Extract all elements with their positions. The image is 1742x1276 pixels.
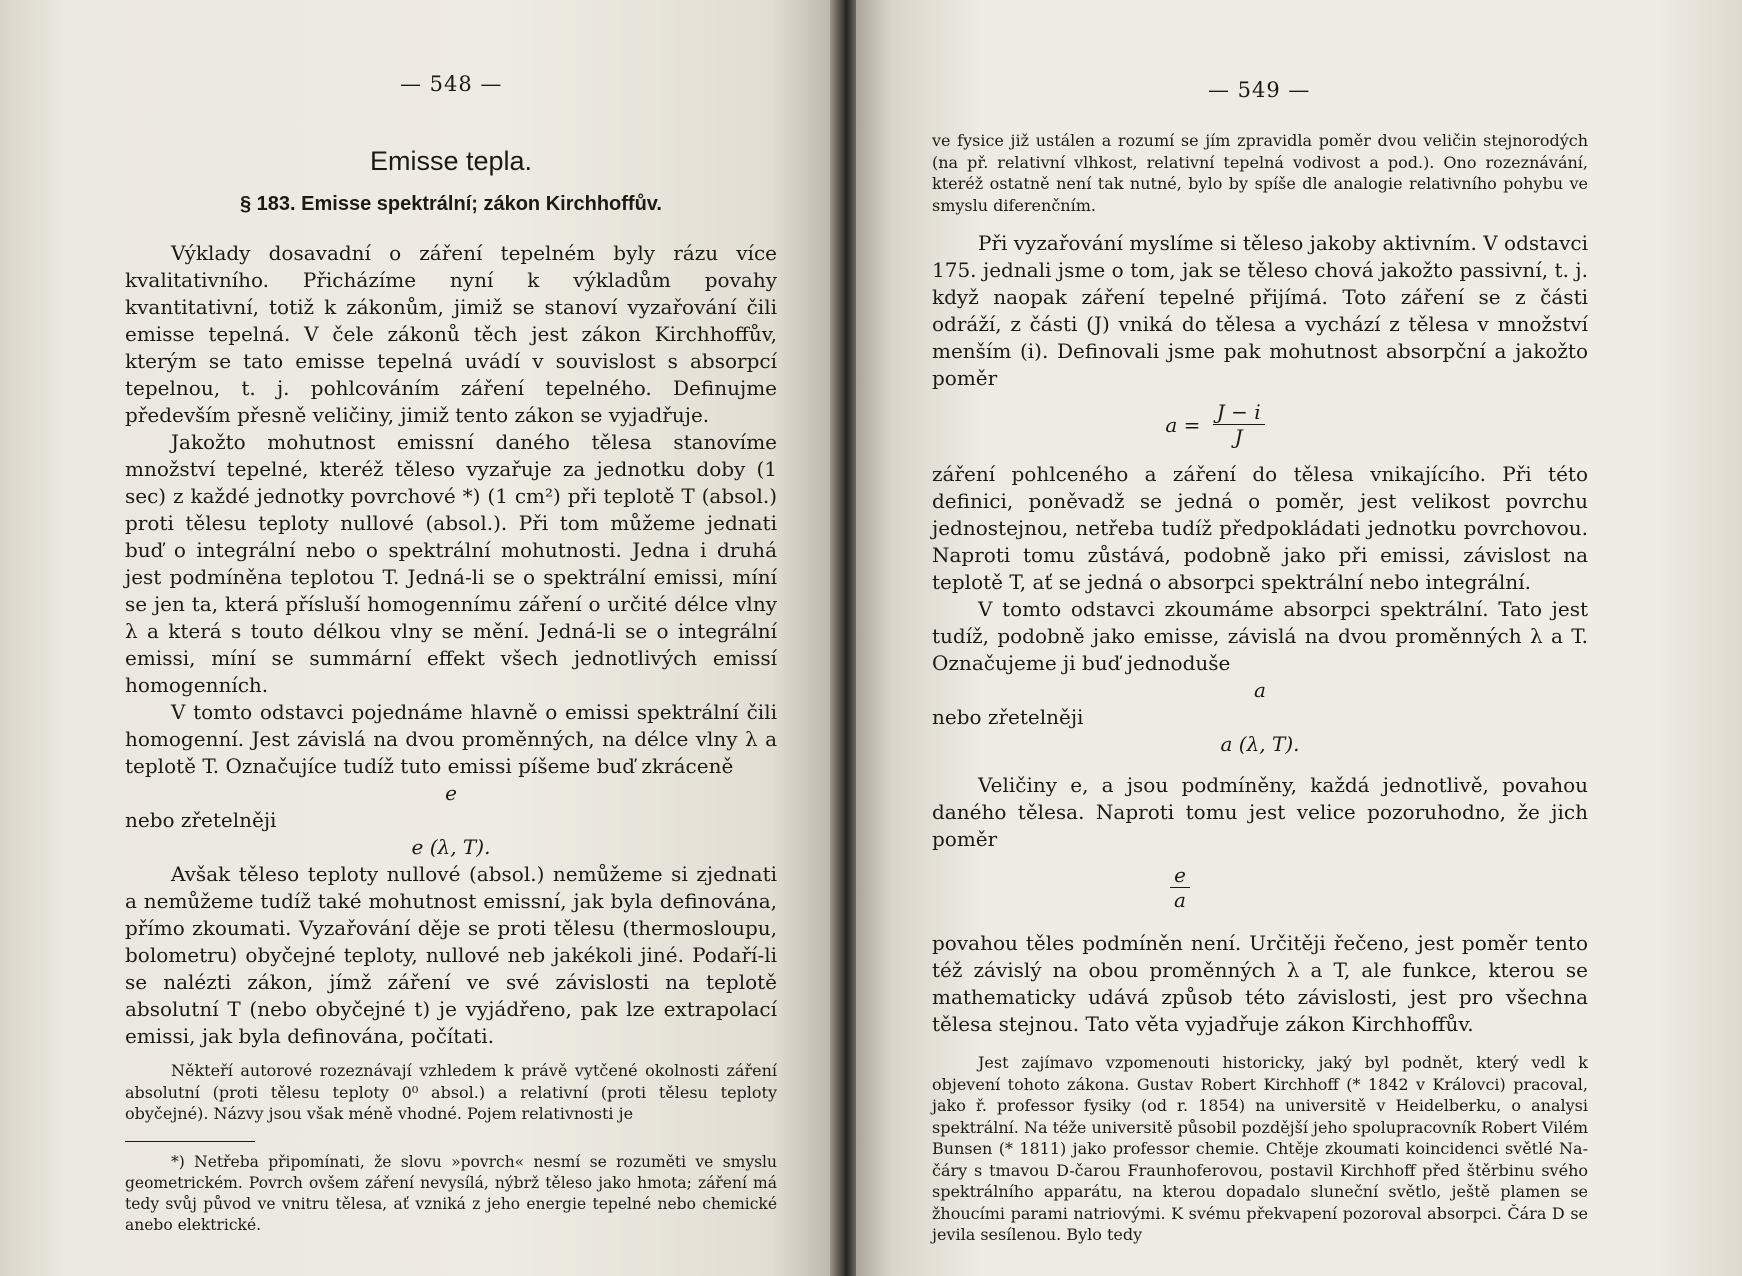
formula-e: e — [445, 781, 457, 805]
section-heading: § 183. Emisse spektrální; zákon Kirchhoffův. — [240, 193, 662, 215]
fraction-denominator: a — [1174, 888, 1186, 912]
right-page — [856, 0, 1742, 1276]
formula-a: a — [1254, 678, 1266, 702]
footnote-rule — [125, 1141, 255, 1142]
footnote: *) Netřeba připomínati, že slovu »povrch« nesmí se rozuměti ve smyslu geometrickém. Povrch ovšem záření nevysílá, nýbrž těleso jako hmota; záření má tedy svůj původ ve vnitru tělesa, ať vzniká z jeho energie tepelné nebo chemické anebo elektrické. — [125, 1152, 777, 1234]
paragraph: V tomto odstavci zkoumáme absorpci spektrální. Tato jest tudíž, podobně jako emisse, závislá na dvou proměnných λ a T. Označujeme ji buď jednoduše — [932, 597, 1588, 675]
page-number: — 548 — — [400, 72, 503, 96]
formula-a-full: a (λ, T). — [1220, 732, 1300, 756]
paragraph: Avšak těleso teploty nullové (absol.) nemůžeme si zjednati a nemůžeme tudíž také mohutnost emissní, jak byla definována, přímo zkoumati. Vyzařování děje se proti tělesu (thermosloupu, bolometru) obyčejné teploty, nullové neb jakékoli jiné. Podaří-li se nalézti zákon, jímž záření ve své závislosti na teplotě absolutní T (nebo obyčejné t) je vyjádřeno, pak lze extrapolací emissi, jak byla definována, počítati. — [125, 862, 777, 1048]
small-note: Jest zajímavo vzpomenouti historicky, jaký byl podnět, který vedl k objevení tohoto zákona. Gustav Robert Kirchhoff (* 1842 v Královci) pracoval, jako ř. professor fysiky (od r. 1854) na universitě v Heidelberku, o analysi spektrální. Na téže universitě působil pozdější jeho spolupracovník Robert Vilém Bunsen (* 1811) jako professor chemie. Chtěje zkoumati koincidenci světlé Na-čáry s tmavou D-čarou Fraunhoferovou, postavil Kirchhoff před štěrbinu svého spektrálního apparátu, na kterou dopadalo sluneční světlo, ještě plamen se žhoucími parami natriovými. K svému překvapení pozoroval absorpci. Čára D se jevila sesílenou. Bylo tedy — [932, 1053, 1588, 1244]
left-text-column — [125, 134, 777, 1236]
text-line: nebo zřetelněji — [932, 705, 1084, 729]
paragraph: povahou těles podmíněn není. Určitěji řečeno, jest poměr tento též závislý na obou proměnných λ a T, ale funkce, kterou se mathematicky udává způsob této závislosti, jest pro všechna tělesa stejnou. Tato věta vyjadřuje zákon Kirchhoffův. — [932, 931, 1588, 1036]
paragraph: Při vyzařování myslíme si těleso jakoby aktivním. V odstavci 175. jednali jsme o tom, jak se těleso chová jakožto passivní, t. j. když naopak záření tepelné přijímá. Toto záření se z části odráží, z části (J) vniká do tělesa a vychází z tělesa v množství menším (i). Definovali jsme pak mohutnost absorpční a jakožto poměr — [932, 231, 1588, 390]
chapter-title: Emisse tepla. — [369, 146, 533, 176]
formula-e-full: e (λ, T). — [411, 835, 491, 859]
paragraph: záření pohlceného a záření do tělesa vnikajícího. Při této definici, poněvadž se jedná o poměr, jest velikost povrchu jednostejnou, netřeba tudíž předpokládati jednotku povrchovou. Naproti tomu zůstává, podobně jako při emissi, závislost na teplotě T, ať se jedná o absorpci spektrální nebo integrální. — [932, 462, 1588, 594]
fraction-numerator: J − i — [1213, 400, 1265, 425]
small-note: ve fysice již ustálen a rozumí se jím zpravidla poměr dvou veličin stejnorodých (na př. relativní vlhkost, relativní tepelná vodivost a pod.). Ono rozeznávání, kteréž ostatně není tak nutné, bylo by spíše dle analogie relativního pohybu ve smyslu diferenčním. — [932, 131, 1588, 215]
right-text-column — [932, 130, 1588, 1246]
paragraph: Veličiny e, a jsou podmíněny, každá jednotlivě, povahou daného tělesa. Naproti tomu jest velice pozoruhodno, že jich poměr — [932, 773, 1588, 851]
formula-absorption — [856, 400, 1588, 449]
fraction-denominator: J — [1234, 425, 1243, 449]
formula-lhs: a = — [1165, 412, 1201, 437]
formula-ratio — [856, 863, 1588, 912]
fraction-numerator: e — [1170, 863, 1190, 888]
page-number: — 549 — — [1208, 78, 1311, 102]
paragraph: Výklady dosavadní o záření tepelném byly rázu více kvalitativního. Přicházíme nyní k výkladům povahy kvantitativní, totiž k zákonům, jimiž se stanoví vyzařování čili emisse tepelná. V čele zákonů těch jest zákon Kirchhoffův, kterým se tato emisse tepelná uvádí v souvislost s absorpcí tepelnou, t. j. pohlcováním záření tepelného. Definujme především přesně veličiny, jimiž tento zákon se vyjadřuje. — [125, 241, 777, 427]
paragraph: Jakožto mohutnost emissní daného tělesa stanovíme množství tepelné, kteréž těleso vyzařuje za jednotku doby (1 sec) z každé jednotky povrchové *) (1 cm²) při teplotě T (absol.) proti tělesu teploty nullové (absol.). Při tom můžeme jednati buď o integrální nebo o spektrální mohutnosti. Jedna i druhá jest podmíněna teplotou T. Jedná-li se o spektrální emissi, míní se jen ta, která přísluší homogennímu záření o určité délce vlny λ a která s touto délkou vlny se mění. Jedná-li se o integrální emissi, míní se summární effekt všech jednotlivých emissí homogenních. — [125, 430, 777, 697]
fraction — [1170, 863, 1190, 912]
left-page — [0, 0, 838, 1276]
text-line: nebo zřetelněji — [125, 808, 277, 832]
fraction — [1213, 400, 1265, 449]
paragraph: V tomto odstavci pojednáme hlavně o emissi spektrální čili homogenní. Jest závislá na dvou proměnných, na délce vlny λ a teplotě T. Označujíce tudíž tuto emissi píšeme buď zkráceně — [125, 700, 777, 778]
small-note: Někteří autorové rozeznávají vzhledem k právě vytčené okolnosti záření absolutní (proti tělesu teploty 0⁰ absol.) a relativní (proti tělesu teploty obyčejné). Názvy jsou však méně vhodné. Pojem relativnosti je — [125, 1061, 777, 1123]
